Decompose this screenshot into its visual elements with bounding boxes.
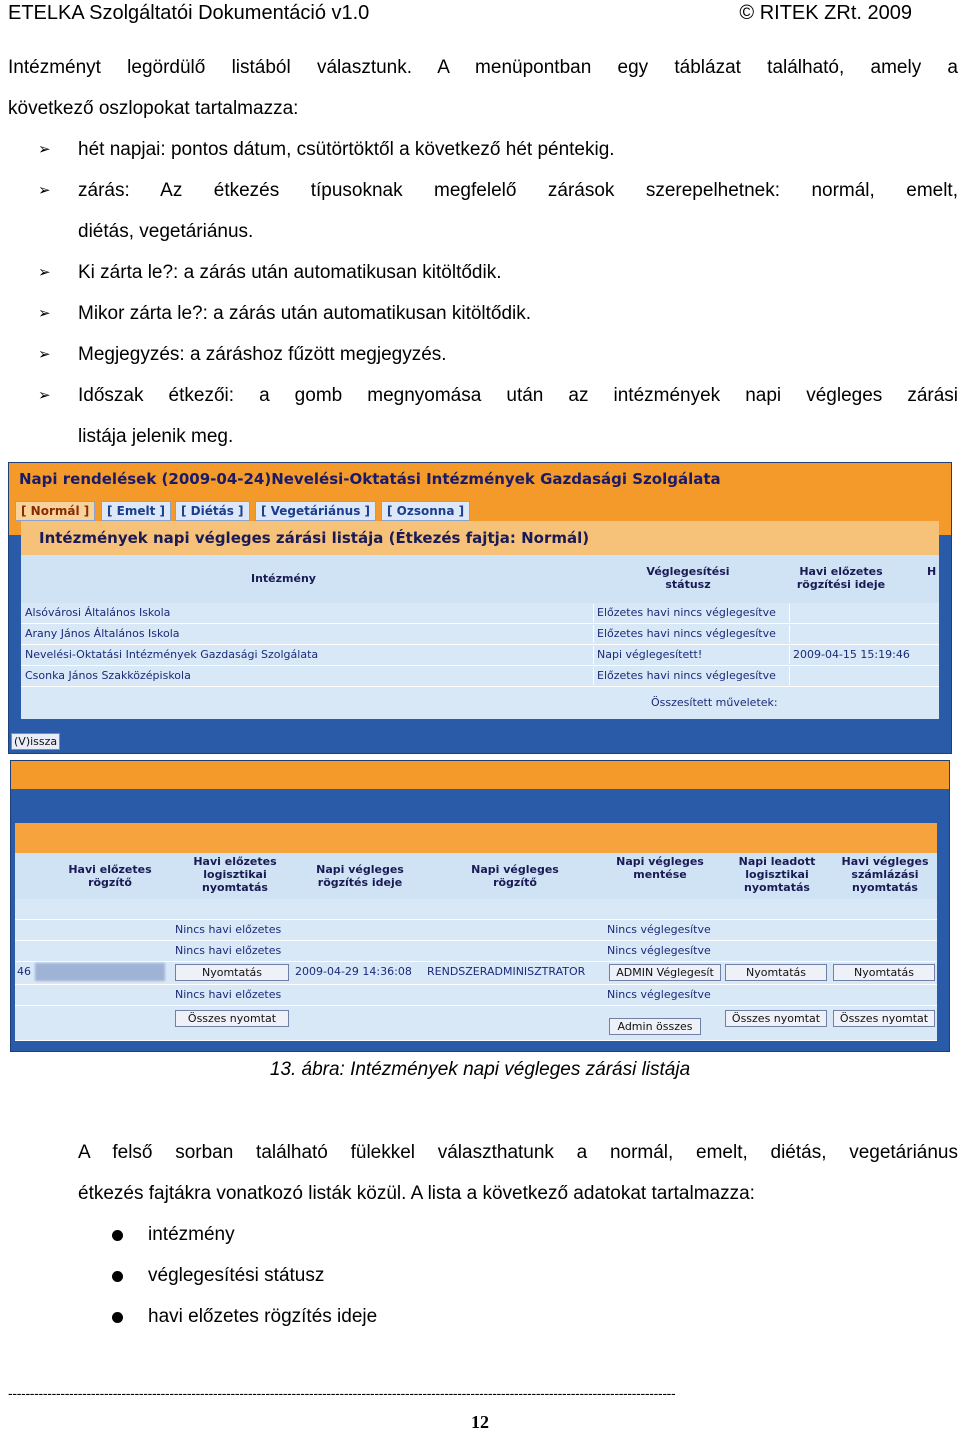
cell: Nincs véglegesítve <box>607 944 711 957</box>
orange-bar <box>11 761 949 789</box>
print-all-button[interactable]: Összes nyomtat <box>175 1010 289 1027</box>
admin-all-button[interactable]: Admin összes <box>609 1018 701 1035</box>
dot-item: véglegesítési státusz <box>148 1265 325 1286</box>
cell-institution: Arany János Általános Iskola <box>25 627 180 640</box>
print-all-button[interactable]: Összes nyomtat <box>833 1010 935 1027</box>
document-header <box>8 0 912 27</box>
back-button[interactable]: (V)issza <box>11 733 60 750</box>
bullet-dot-icon <box>112 1271 123 1282</box>
tab-vegetarianus[interactable]: [ Vegetáriánus ] <box>255 501 376 521</box>
bullet-item: Mikor zárta le?: a zárás után automatikusan kitöltődik. <box>78 303 532 324</box>
cell-institution: Nevelési-Oktatási Intézmények Gazdasági Szolgálata <box>25 648 319 661</box>
col-header-status: Véglegesítési státusz <box>646 565 730 591</box>
col-header: Napi végleges rögzítés ideje <box>316 863 404 889</box>
print-button[interactable]: Nyomtatás <box>833 964 935 981</box>
cell: Nincs véglegesítve <box>607 988 711 1001</box>
cell-institution: Csonka János Szakközépiskola <box>25 669 191 682</box>
table-row[interactable] <box>15 899 937 920</box>
cell: 46 <box>17 965 31 978</box>
intro-line-2: következő oszlopokat tartalmazza: <box>8 98 299 119</box>
tab-normal[interactable]: [ Normál ] <box>15 501 95 521</box>
col-header-extra: H <box>927 565 937 578</box>
summary-label: Összesített műveletek: <box>651 696 778 709</box>
table-row[interactable] <box>21 624 939 645</box>
cell-status: Előzetes havi nincs véglegesítve <box>597 606 776 619</box>
cell-status: Előzetes havi nincs véglegesítve <box>597 669 776 682</box>
cell: RENDSZERADMINISZTRATOR <box>427 965 586 978</box>
intro-line-1: Intézményt legördülő listából választunk. A menüpontban egy táblázat található, amely a <box>8 57 958 78</box>
tab-ozsonna[interactable]: [ Ozsonna ] <box>381 501 470 521</box>
cell-institution: Alsóvárosi Általános Iskola <box>25 606 171 619</box>
bullet-item-cont: diétás, vegetáriánus. <box>78 221 254 242</box>
bullet-item: Ki zárta le?: a zárás után automatikusan kitöltődik. <box>78 262 502 283</box>
col-header: Napi végleges mentése <box>616 855 704 881</box>
table-row[interactable] <box>21 666 939 687</box>
blue-bar <box>11 789 949 823</box>
col-header: Havi előzetes rögzítő <box>68 863 152 889</box>
screenshot-table-continued <box>10 760 950 1052</box>
admin-finalize-button[interactable]: ADMIN Véglegesít <box>609 964 721 981</box>
list-subtitle: Intézmények napi végleges zárási listája (Étkezés fajtja: Normál) <box>21 521 939 555</box>
summary-row <box>15 1006 937 1041</box>
dot-item: havi előzetes rögzítés ideje <box>148 1306 378 1327</box>
tab-dietas[interactable]: [ Diétás ] <box>175 501 250 521</box>
table-row[interactable] <box>15 962 937 985</box>
col-header: Napi leadott logisztikai nyomtatás <box>738 855 816 894</box>
bullet-item: Időszak étkezői: a gomb megnyomása után az intézmények napi végleges zárási <box>78 385 958 406</box>
col-header: Havi végleges számlázási nyomtatás <box>841 855 929 894</box>
after-line-1: A felső sorban található fülekkel választhatunk a normál, emelt, diétás, vegetáriánus <box>78 1142 958 1163</box>
table-row[interactable] <box>21 645 939 666</box>
tab-emelt[interactable]: [ Emelt ] <box>101 501 171 521</box>
col-header-monthly-time: Havi előzetes rögzítési ideje <box>796 565 886 591</box>
arrow-bullet-icon: ➢ <box>38 387 51 404</box>
arrow-bullet-icon: ➢ <box>38 182 51 199</box>
copyright: © RITEK ZRt. 2009 <box>739 2 912 24</box>
redacted-name <box>35 963 165 981</box>
arrow-bullet-icon: ➢ <box>38 141 51 158</box>
table-row[interactable] <box>21 603 939 624</box>
col-header: Napi végleges rögzítő <box>471 863 559 889</box>
table-row[interactable] <box>15 985 937 1006</box>
bullet-item: hét napjai: pontos dátum, csütörtöktől a következő hét péntekig. <box>78 139 615 160</box>
cell-status: Előzetes havi nincs véglegesítve <box>597 627 776 640</box>
cell: 2009-04-29 14:36:08 <box>295 965 412 978</box>
table-row[interactable] <box>15 920 937 941</box>
col-header: Havi előzetes logisztikai nyomtatás <box>193 855 277 894</box>
orange-bar <box>15 823 937 853</box>
table-header <box>21 555 939 603</box>
orders-title: Napi rendelések (2009-04-24)Nevelési-Oktatási Intézmények Gazdasági Szolgálata <box>9 463 951 495</box>
cell: Nincs havi előzetes <box>175 944 282 957</box>
arrow-bullet-icon: ➢ <box>38 346 51 363</box>
arrow-bullet-icon: ➢ <box>38 305 51 322</box>
figure-caption: 13. ábra: Intézmények napi végleges zárási listája <box>269 1059 691 1080</box>
cell-status: Napi véglegesített! <box>597 648 703 661</box>
bullet-item-cont: listája jelenik meg. <box>78 426 234 447</box>
print-all-button[interactable]: Összes nyomtat <box>725 1010 827 1027</box>
footer-divider: --------------------------------------------------------------------------------------------------------------------------------------------------------- <box>8 1386 676 1400</box>
arrow-bullet-icon: ➢ <box>38 264 51 281</box>
col-header-institution: Intézmény <box>251 572 316 585</box>
bullet-item: Megjegyzés: a záráshoz fűzött megjegyzés. <box>78 344 447 365</box>
dot-item: intézmény <box>148 1224 235 1245</box>
after-line-2: étkezés fajtákra vonatkozó listák közül. A lista a következő adatokat tartalmazza: <box>78 1183 755 1204</box>
bullet-dot-icon <box>112 1230 123 1241</box>
cell: Nincs véglegesítve <box>607 923 711 936</box>
print-button[interactable]: Nyomtatás <box>725 964 827 981</box>
screenshot-daily-orders <box>8 462 952 754</box>
print-button[interactable]: Nyomtatás <box>175 964 289 981</box>
table-row[interactable] <box>15 941 937 962</box>
cell: Nincs havi előzetes <box>175 923 282 936</box>
bullet-dot-icon <box>112 1312 123 1323</box>
cell: Nincs havi előzetes <box>175 988 282 1001</box>
summary-row <box>21 687 939 719</box>
page-number: 12 <box>471 1412 489 1432</box>
cell-time: 2009-04-15 15:19:46 <box>793 648 910 661</box>
table-header <box>15 853 937 899</box>
document-title: ETELKA Szolgáltatói Dokumentáció v1.0 <box>8 2 370 24</box>
bullet-item: zárás: Az étkezés típusoknak megfelelő zárások szerepelhetnek: normál, emelt, <box>78 180 958 201</box>
